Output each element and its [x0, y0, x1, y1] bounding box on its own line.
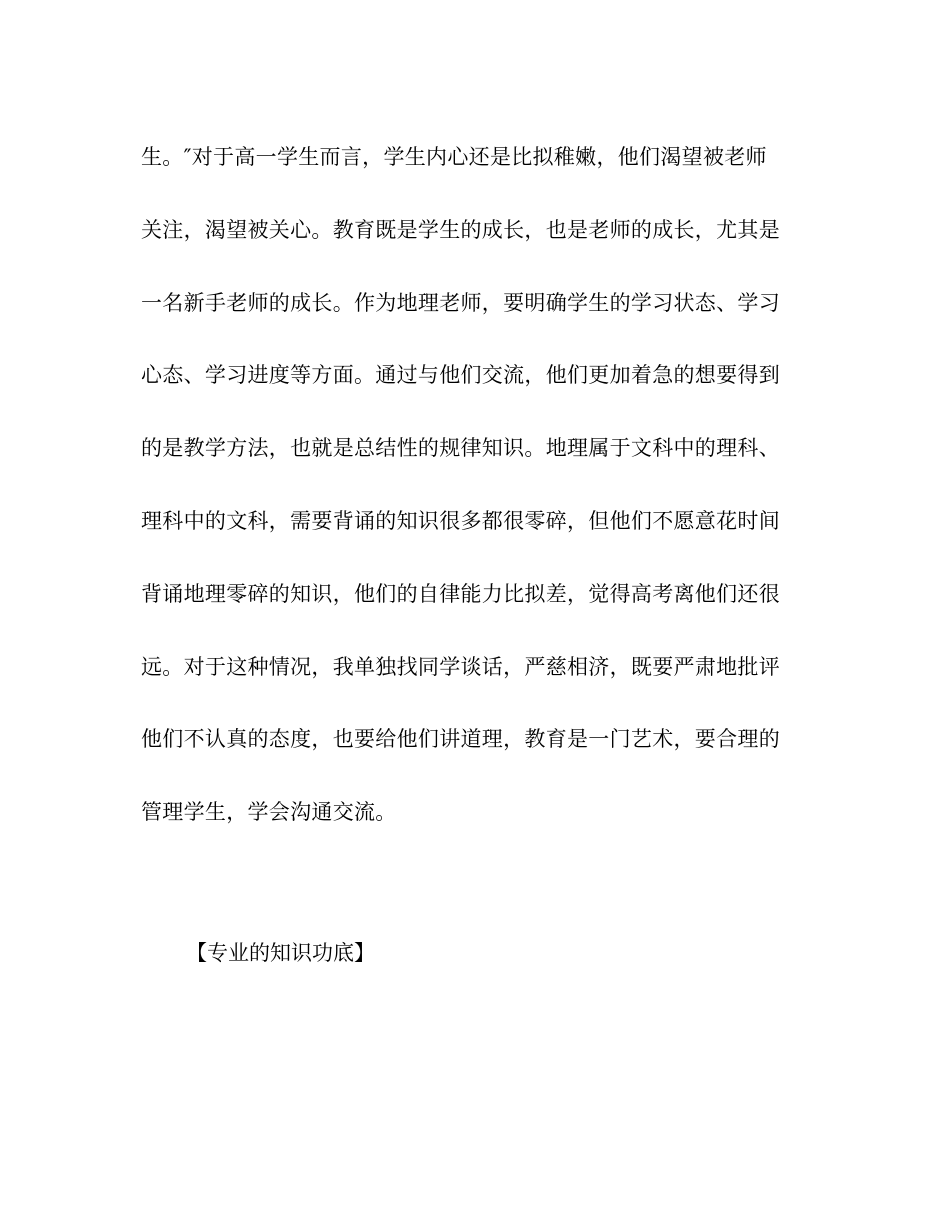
paragraph-line-8: 远。对于这种情况，我单独找同学谈话，严慈相济，既要严肃地批评	[141, 654, 780, 679]
paragraph-line-6: 理科中的文科，需要背诵的知识很多都很零碎，但他们不愿意花时间	[141, 508, 780, 533]
paragraph-line-7: 背诵地理零碎的知识，他们的自律能力比拟差，觉得高考离他们还很	[141, 581, 780, 606]
section-heading: 【专业的知识功底】	[186, 941, 375, 965]
paragraph-line-4: 心态、学习进度等方面。通过与他们交流，他们更加着急的想要得到	[141, 363, 780, 388]
paragraph-line-2: 关注，渴望被关心。教育既是学生的成长，也是老师的成长，尤其是	[141, 217, 780, 242]
paragraph-line-5: 的是教学方法，也就是总结性的规律知识。地理属于文科中的理科、	[141, 436, 780, 461]
paragraph-line-9: 他们不认真的态度，也要给他们讲道理，教育是一门艺术，要合理的	[141, 727, 780, 752]
body-paragraph	[141, 138, 801, 866]
paragraph-line-10: 管理学生，学会沟通交流。	[141, 800, 397, 825]
paragraph-line-3: 一名新手老师的成长。作为地理老师，要明确学生的学习状态、学习	[141, 290, 780, 315]
paragraph-line-1: 生。″对于高一学生而言，学生内心还是比拟稚嫩，他们渴望被老师	[141, 145, 767, 169]
